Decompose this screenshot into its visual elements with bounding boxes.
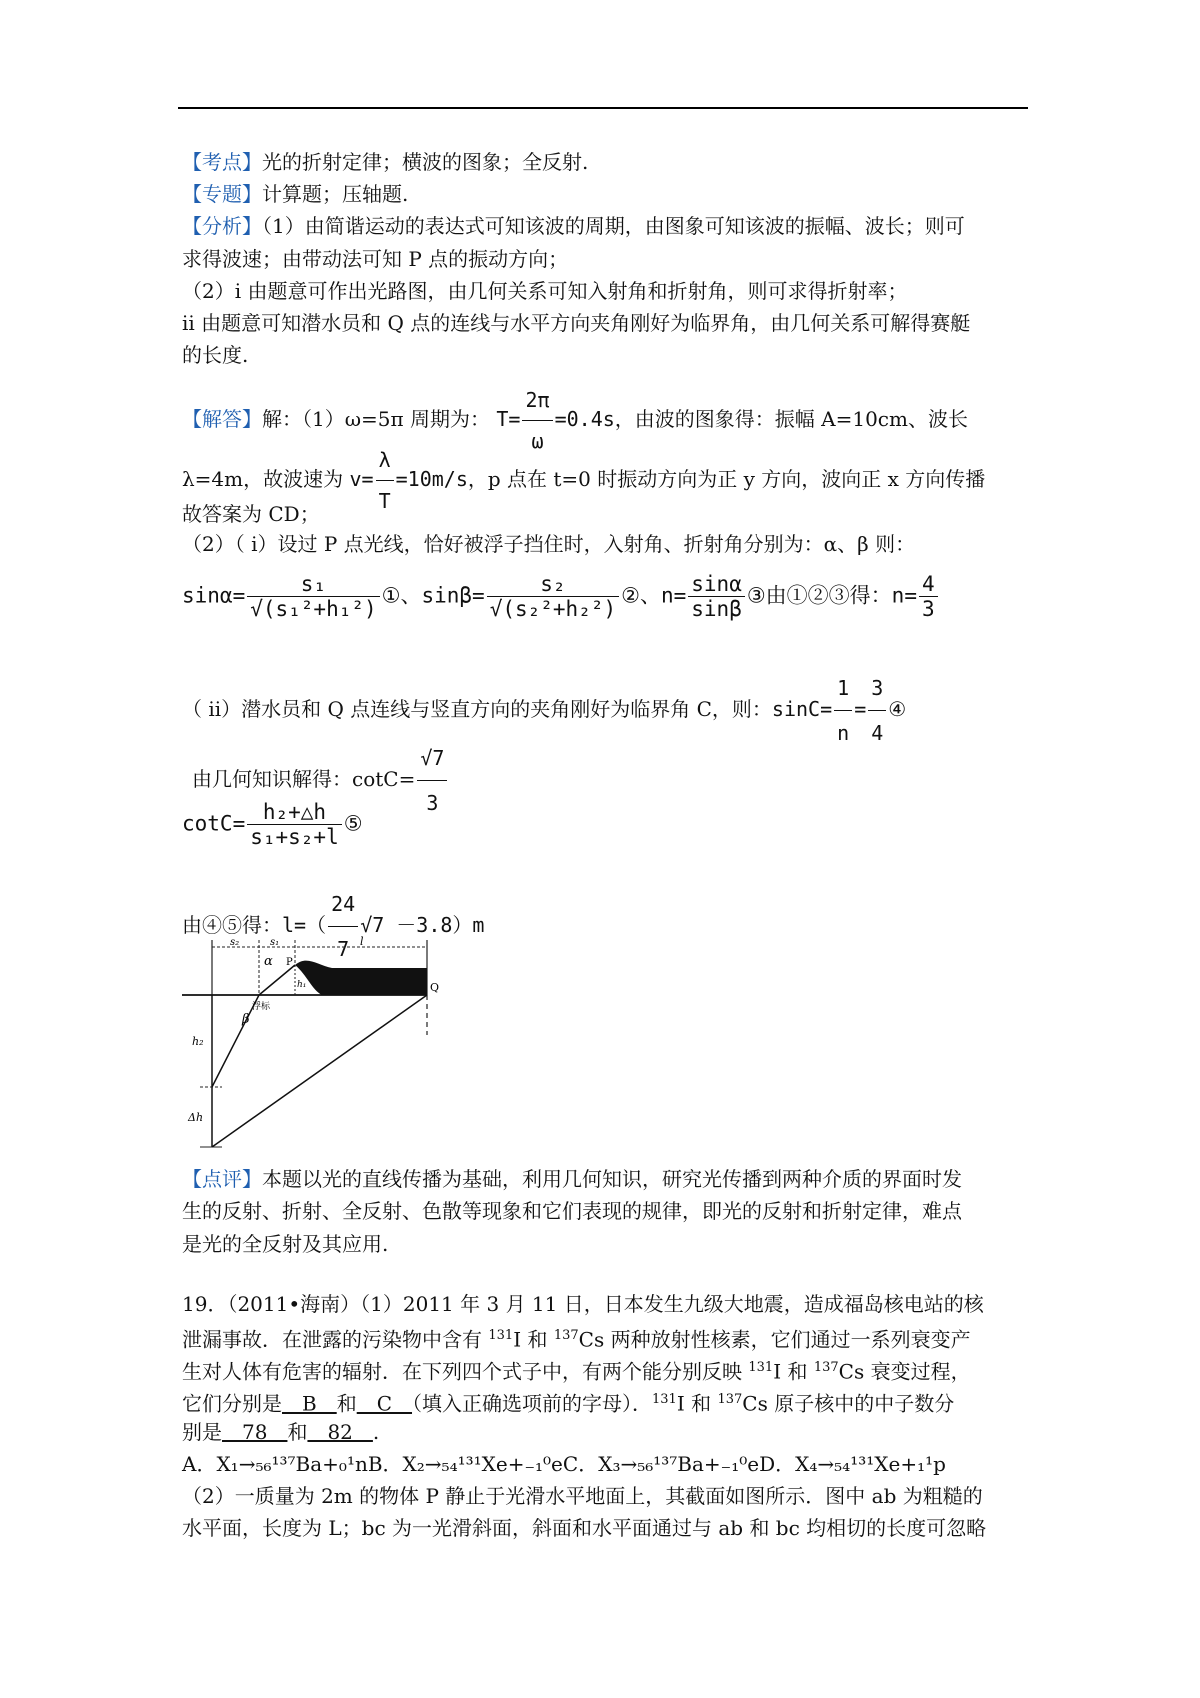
label-beta: β xyxy=(242,1012,250,1027)
n-lhs: n= xyxy=(660,583,687,608)
q19-text-2a: 泄漏事故．在泄露的污染物中含有 xyxy=(182,1327,489,1352)
fenxi-line-4: ii 由题意可知潜水员和 Q 点的连线与水平方向夹角刚好为临界角，由几何关系可解得赛艇 xyxy=(182,311,971,335)
label-P: P xyxy=(286,957,293,968)
length-num: 24 xyxy=(331,892,356,916)
jieda-text-6: 由几何知识解得：cotC= xyxy=(192,767,416,791)
period-result: =0.4s xyxy=(554,407,615,431)
dianping-text-1: 本题以光的直线传播为基础，利用几何知识，研究光传播到两种介质的界面时发 xyxy=(262,1167,962,1191)
length-den: 7 xyxy=(328,926,358,971)
length-lhs: l=（ xyxy=(282,913,327,937)
n-result-lhs: n= xyxy=(891,583,917,608)
q19-options: A．X₁→₅₆¹³⁷Ba+₀¹nB．X₂→₅₄¹³¹Xe+₋₁⁰eC．X₃→₅₆¹³⁷Ba+₋₁⁰eD．X₄→₅₄¹³¹Xe+₁¹p xyxy=(182,1452,946,1476)
sin-beta-num: s₂ xyxy=(540,572,566,596)
sinC-num-1: 1 xyxy=(837,676,850,700)
jieda-line-4: （2）（ i）设过 P 点光线，恰好被浮子挡住时，入射角、折射角分别为：α、β 则： xyxy=(182,532,916,556)
q19-line-1: 19．（2011•海南）（1）2011 年 3 月 11 日，日本发生九级大地震，造成福岛核电站的核 xyxy=(182,1292,984,1316)
zhuanti-line xyxy=(182,180,408,208)
q19-text-2c: Cs 两种放射性核素，它们通过一系列衰变产 xyxy=(578,1327,971,1352)
q19-line-4 xyxy=(182,1386,954,1418)
q19-text-3a: 生对人体有危害的辐射．在下列四个式子中，有两个能分别反映 xyxy=(182,1359,749,1384)
fenxi-line-2: 求得波速；由带动法可知 P 点的振动方向； xyxy=(182,247,569,271)
q19-text-5a: 别是 xyxy=(182,1420,222,1444)
q19-line-7: （2）一质量为 2m 的物体 P 静止于光滑水平地面上，其截面如图所示．图中 ab 为粗糙的 xyxy=(182,1484,983,1508)
mass-131: 131 xyxy=(488,1328,514,1343)
q19-text-4c: （填入正确选项前的字母）． xyxy=(412,1391,653,1416)
length-rest: √7 －3.8）m xyxy=(360,913,485,937)
n-result-den: 3 xyxy=(919,596,938,621)
q19-text-4d: I 和 xyxy=(676,1391,718,1416)
kaodian-line xyxy=(182,148,588,176)
separator-2: 、 xyxy=(639,583,661,608)
answer-78: 78 xyxy=(222,1420,288,1444)
circled-3: ③ xyxy=(746,583,766,608)
mass-137-b: 137 xyxy=(813,1360,839,1375)
sin-alpha-num: s₁ xyxy=(300,572,327,596)
cotC-expr-lhs: cotC= xyxy=(182,811,246,836)
length-formula xyxy=(282,892,485,961)
dianping-line-3: 是光的全反射及其应用. xyxy=(182,1232,389,1256)
speed-fraction xyxy=(376,440,394,521)
label-s2: s₂ xyxy=(230,937,240,948)
q19-text-3c: Cs 衰变过程， xyxy=(838,1359,971,1384)
answer-C: C xyxy=(356,1391,413,1416)
label-h1: h₁ xyxy=(297,980,307,990)
jieda-text-1b: ，由波的图象得：振幅 A=10cm、波长 xyxy=(614,407,968,431)
jieda-text-2b: ，p 点在 t=0 时振动方向为正 y 方向，波向正 x 方向传播 xyxy=(467,467,986,491)
separator: 、 xyxy=(400,583,422,608)
sin-beta-fraction xyxy=(487,572,619,621)
q19-text-4a: 它们分别是 xyxy=(182,1391,282,1416)
kaodian-text: 光的折射定律；横波的图象；全反射. xyxy=(262,150,589,174)
n-fraction xyxy=(688,572,745,621)
fenxi-text-1: （1）由简谐运动的表达式可知该波的周期，由图象可知该波的振幅、波长；则可 xyxy=(262,214,965,238)
q19-line-2 xyxy=(182,1322,971,1354)
n-num: sinα xyxy=(691,572,742,596)
fenxi-line-1 xyxy=(182,212,965,240)
fenxi-line-3: （2）i 由题意可作出光路图，由几何关系可知入射角和折射角，则可求得折射率； xyxy=(182,279,908,303)
refraction-equations xyxy=(182,572,940,621)
mass-137-c: 137 xyxy=(717,1392,743,1407)
sinC-frac-2 xyxy=(868,666,886,755)
label-buoy: 浮标 xyxy=(252,1002,271,1012)
period-num: 2π xyxy=(525,388,550,412)
derive-text: 由①②③得： xyxy=(765,583,892,608)
fenxi-tag: 【分析】 xyxy=(182,214,262,238)
q19-line-8: 水平面，长度为 L；bc 为一光滑斜面，斜面和水平面通过与 ab 和 bc 均相切的长度可忽略 xyxy=(182,1516,987,1540)
jieda-text-8: 由④⑤得： xyxy=(182,913,282,937)
sinC-num-2: 3 xyxy=(871,676,884,700)
sinC-formula: sinC= $\frac{1}{n}$ = $\frac{3}{4}$ ④ xyxy=(772,697,906,721)
boat-shape xyxy=(295,961,427,995)
sin-beta-den: √(s₂²+h₂²) xyxy=(487,596,619,621)
kaodian-tag: 【考点】 xyxy=(182,150,262,174)
label-h2: h₂ xyxy=(192,1035,204,1048)
dianping-line-1 xyxy=(182,1165,962,1193)
sinC-frac-1 xyxy=(834,666,852,755)
q19-text-4b: 和 xyxy=(336,1391,357,1416)
period-lhs: T= xyxy=(496,407,521,431)
period-den: ω xyxy=(522,420,552,461)
answer-82: 82 xyxy=(307,1420,373,1444)
jieda-text-2a: λ=4m，故波速为 xyxy=(182,467,344,491)
q19-text-5c: . xyxy=(372,1420,380,1444)
cotC-expr-num: h₂+△h xyxy=(262,800,327,824)
q19-text-3b: I 和 xyxy=(773,1359,814,1384)
header-rule xyxy=(178,107,1028,109)
q19-line-3 xyxy=(182,1354,971,1386)
dianping-line-2: 生的反射、折射、全反射、色散等现象和它们表现的规律，即光的反射和折射定律，难点 xyxy=(182,1199,962,1223)
q19-text-2b: I 和 xyxy=(513,1327,554,1352)
zhuanti-tag: 【专题】 xyxy=(182,182,262,206)
speed-formula xyxy=(349,448,468,513)
sin-alpha-lhs: sinα= xyxy=(182,583,246,608)
jieda-tag: 【解答】 xyxy=(182,407,262,431)
sinC-den-1: n xyxy=(834,710,852,755)
incident-ray xyxy=(259,965,295,995)
jieda-text-1a: 解：（1）ω=5π 周期为： xyxy=(262,407,491,431)
label-dh: Δh xyxy=(188,1111,204,1124)
n-result-num: 4 xyxy=(921,572,935,596)
mass-137: 137 xyxy=(553,1328,579,1343)
circled-1: ① xyxy=(381,583,401,608)
q19-text-4e: Cs 原子核中的中子数分 xyxy=(742,1391,955,1416)
fenxi-line-5: 的长度. xyxy=(182,343,249,367)
speed-num: λ xyxy=(378,448,391,472)
q19-line-5 xyxy=(182,1418,379,1446)
sin-alpha-fraction xyxy=(247,572,379,621)
label-s1: s₁ xyxy=(270,937,280,948)
label-l: l xyxy=(360,935,364,948)
cotC-expr-fraction xyxy=(247,800,342,849)
circled-2: ② xyxy=(621,583,640,608)
speed-den: T xyxy=(376,480,394,521)
n-result-fraction xyxy=(919,572,938,621)
sin-beta-lhs: sinβ= xyxy=(421,583,485,608)
jieda-line-3: 故答案为 CD； xyxy=(182,502,320,526)
n-den: sinβ xyxy=(688,596,745,621)
mass-131-c: 131 xyxy=(652,1392,677,1407)
cotC-den: 3 xyxy=(417,780,447,825)
sin-alpha-den: √(s₁²+h₁²) xyxy=(247,596,379,621)
label-Q: Q xyxy=(430,981,440,994)
cotC-expression xyxy=(182,800,363,849)
zhuanti-text: 计算题；压轴题. xyxy=(262,182,409,206)
mass-131-b: 131 xyxy=(748,1360,774,1375)
optics-diagram xyxy=(182,935,462,1155)
circled-4: ④ xyxy=(888,697,907,721)
cotC-num: √7 xyxy=(420,746,445,770)
q19-text-5b: 和 xyxy=(287,1420,308,1444)
speed-lhs: v= xyxy=(349,467,374,491)
speed-result: =10m/s xyxy=(395,467,468,491)
cotC-expr-den: s₁+s₂+l xyxy=(247,824,342,849)
sinC-lhs: sinC= xyxy=(771,697,833,721)
sinC-den-2: 4 xyxy=(868,710,886,755)
label-alpha: α xyxy=(264,954,273,969)
answer-B: B xyxy=(282,1391,337,1416)
cotC-fraction xyxy=(417,736,447,825)
jieda-text-5: （ ii）潜水员和 Q 点连线与竖直方向的夹角刚好为临界角 C，则： xyxy=(182,697,772,721)
circled-5: ⑤ xyxy=(343,811,363,836)
dianping-tag: 【点评】 xyxy=(182,1167,262,1191)
